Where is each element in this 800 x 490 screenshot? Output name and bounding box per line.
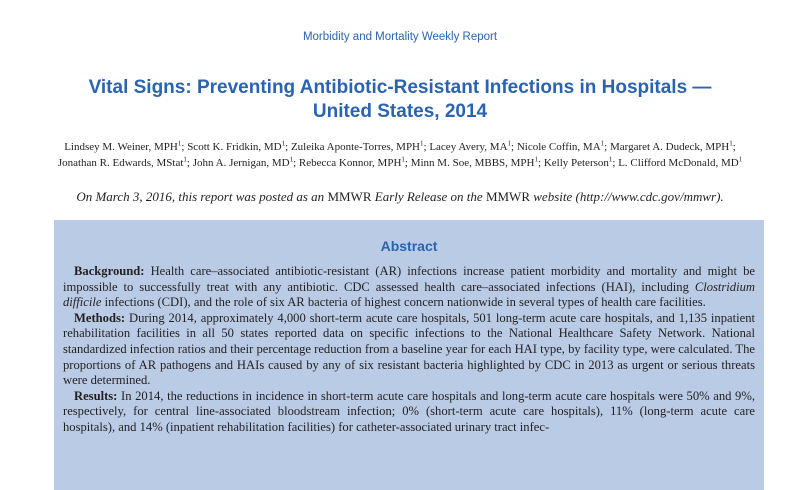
author-affiliation: 1 [534,154,538,163]
author-affiliation: 1 [420,139,424,148]
background-text-2: infections (CDI), and the role of six AR bacteria of highest concern nationwide in several types of health care facilities. [101,295,706,310]
author-name: Lindsey M. Weiner, MPH [64,141,178,153]
release-mmwr-1: MMWR [327,189,372,204]
author-separator: ; [732,141,736,153]
journal-name: Morbidity and Mortality Weekly Report [302,31,498,43]
author-name: Nicole Coffin, MA [516,141,601,153]
author-separator: ; [186,156,193,169]
author-name: Jonathan R. Edwards, MStat [57,156,184,169]
author-name: Kelly Peterson [543,156,609,169]
release-mmwr-2: MMWR [485,189,530,204]
methods-label: Methods: [74,310,126,325]
author-separator: ; [604,141,610,153]
title-line-1: Vital Signs: Preventing Antibiotic-Resistant Infections in Hospitals — [88,77,712,98]
author-affiliation: 1 [738,154,743,163]
background-italic: Clostridium difficile [63,279,755,310]
abstract-heading: Abstract [380,238,438,254]
author-affiliation: 1 [600,139,605,148]
release-text-2: Early Release on the [371,189,486,204]
author-affiliation: 1 [729,139,733,148]
author-affiliation: 1 [289,154,294,163]
authors-line-1 [30,140,770,156]
author-name: John A. Jernigan, MD [192,156,290,169]
title-line-2: United States, 2014 [312,101,488,122]
author-separator: ; [511,141,517,153]
abstract-box [54,220,764,490]
author-separator: ; [404,156,411,169]
background-label: Background: [74,264,145,278]
author-name: Minn M. Soe, MBBS, MPH [410,156,535,169]
article-title [60,76,740,124]
abstract-methods [63,311,755,389]
author-name: Scott K. Fridkin, MD [187,141,282,153]
results-text: In 2014, the reductions in incidence in short-term acute care hospitals and long-term acute care hospitals were 50% and 9%, respectively, for central line-associated bloodstream infection; 0% (short-term acute care hospitals), 11% (long-term acute care hospitals), and 14% (inpatient rehabilitation facilities) for catheter-associated urinary tract infec- [63,388,755,434]
author-affiliation: 1 [507,139,512,148]
author-separator: ; [423,141,430,153]
methods-text: During 2014, approximately 4,000 short-term acute care hospitals, 501 long-term acute care hospitals, and 1,135 inpatient rehabilitation facilities in all 50 states reported data on specific infections to the National Healthcare Safety Network. National standardized infection ratios and their percentage reduction from a baseline year for each HAI type, by facility type, were calculated. The proportions of AR pathogens and HAIs caused by any of six resistant bacteria highlighted by CDC in 2013 as urgent or serious threats were determined. [63,310,755,388]
authors-line-2 [30,156,770,172]
abstract-background [63,264,755,311]
author-affiliation: 1 [401,154,405,163]
author-affiliation: 1 [281,139,286,148]
author-name: Margaret A. Dudeck, MPH [609,141,730,153]
early-release-note [0,189,800,205]
author-separator: ; [293,156,299,169]
author-affiliation: 1 [177,139,182,148]
background-text-1: Health care–associated antibiotic-resistant (AR) infections increase patient morbidity and mortality and might be impossible to successfully treat with any antibiotic. CDC assessed health care–associated infections (HAI), including [63,264,755,294]
author-name: L. Clifford McDonald, MD [618,156,739,169]
author-separator: ; [285,141,291,153]
release-text-3: website (http://www.cdc.gov/mmwr). [530,189,724,204]
author-separator: ; [612,156,619,169]
author-name: Rebecca Konnor, MPH [298,156,402,169]
author-name: Lacey Avery, MA [429,141,508,153]
release-text-1: On March 3, 2016, this report was posted as an [76,189,328,204]
author-list [30,140,770,171]
author-affiliation: 1 [183,154,187,163]
author-separator: ; [181,141,188,153]
author-separator: ; [538,156,544,169]
abstract-results [63,389,755,436]
results-label: Results: [74,388,118,403]
author-affiliation: 1 [608,154,613,163]
author-name: Zuleika Aponte-Torres, MPH [290,141,421,153]
